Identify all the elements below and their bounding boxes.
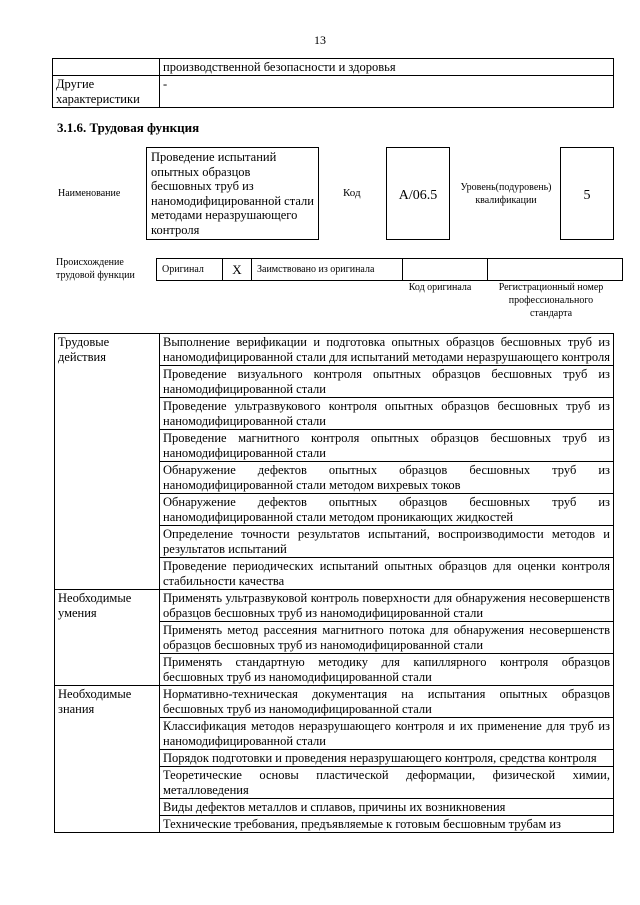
registration-number-cell bbox=[488, 259, 623, 281]
name-label: Наименование bbox=[58, 188, 121, 199]
table-row bbox=[53, 76, 614, 108]
level-label: Уровень(подуровень) квалификации bbox=[460, 182, 552, 206]
list-item: Проведение периодических испытаний опытных образцов для оценки контроля стабильности качества bbox=[160, 558, 614, 590]
list-item: Определение точности результатов испытаний, воспроизводимости методов и результатов испытаний bbox=[160, 526, 614, 558]
list-item: Нормативно-техническая документация на испытания опытных образцов бесшовных труб из наномодифицированной стали bbox=[160, 686, 614, 718]
table-row bbox=[55, 334, 614, 366]
origin-row bbox=[156, 258, 623, 281]
borrowed-label: Заимствовано из оригинала bbox=[252, 259, 403, 281]
table-cell-label bbox=[53, 59, 160, 76]
table-row bbox=[53, 59, 614, 76]
function-details-table bbox=[54, 333, 614, 833]
qualification-level-box: 5 bbox=[560, 147, 614, 240]
section-title: 3.1.6. Трудовая функция bbox=[57, 120, 200, 135]
table-cell-value: - bbox=[160, 76, 614, 108]
list-item: Проведение ультразвукового контроля опытных образцов бесшовных труб из наномодифицированной стали bbox=[160, 398, 614, 430]
list-item: Обнаружение дефектов опытных образцов бесшовных труб из наномодифицированной стали методом вихревых токов bbox=[160, 462, 614, 494]
table-cell-value: производственной безопасности и здоровья bbox=[160, 59, 614, 76]
list-item: Применять ультразвуковой контроль поверхности для обнаружения несовершенств образцов бесшовных труб из наномодифицированной стали bbox=[160, 590, 614, 622]
category-required-knowledge: Необходимые знания bbox=[55, 686, 160, 833]
list-item: Порядок подготовки и проведения неразрушающего контроля, средства контроля bbox=[160, 750, 614, 767]
category-labor-actions: Трудовые действия bbox=[55, 334, 160, 590]
origin-label: Происхождение трудовой функции bbox=[56, 257, 135, 281]
list-item: Виды дефектов металлов и сплавов, причины их возникновения bbox=[160, 799, 614, 816]
list-item: Проведение визуального контроля опытных образцов бесшовных труб из наномодифицированной стали bbox=[160, 366, 614, 398]
original-mark: X bbox=[223, 259, 252, 281]
list-item: Проведение магнитного контроля опытных образцов бесшовных труб из наномодифицированной стали bbox=[160, 430, 614, 462]
code-original-caption: Код оригинала bbox=[408, 282, 472, 293]
list-item: Применять стандартную методику для капиллярного контроля образцов бесшовных труб из наномодифицированной стали bbox=[160, 654, 614, 686]
list-item: Технические требования, предъявляемые к готовым бесшовным трубам из bbox=[160, 816, 614, 833]
table-cell-label: Другие характеристики bbox=[53, 76, 160, 108]
list-item: Применять метод рассеяния магнитного потока для обнаружения несовершенств образцов бесшовных труб из наномодифицированной стали bbox=[160, 622, 614, 654]
list-item: Теоретические основы пластической деформации, физической химии, металловедения bbox=[160, 767, 614, 799]
registration-caption: Регистрационный номер профессионального стандарта bbox=[498, 282, 604, 319]
table-row bbox=[55, 686, 614, 718]
code-label: Код bbox=[343, 187, 361, 199]
original-code-cell bbox=[403, 259, 488, 281]
function-code-box: А/06.5 bbox=[386, 147, 450, 240]
list-item: Обнаружение дефектов опытных образцов бесшовных труб из наномодифицированной стали методом проникающих жидкостей bbox=[160, 494, 614, 526]
continuation-table bbox=[52, 58, 614, 108]
list-item: Выполнение верификации и подготовка опытных образцов бесшовных труб из наномодифицированной стали для испытаний методами неразрушающего контроля bbox=[160, 334, 614, 366]
function-name-box: Проведение испытаний опытных образцов бесшовных труб из наномодифицированной стали методами неразрушающего контроля bbox=[146, 147, 319, 240]
category-required-skills: Необходимые умения bbox=[55, 590, 160, 686]
list-item: Классификация методов неразрушающего контроля и их применение для труб из наномодифицированной стали bbox=[160, 718, 614, 750]
original-label: Оригинал bbox=[157, 259, 223, 281]
table-row bbox=[55, 590, 614, 622]
page-number: 13 bbox=[314, 33, 326, 47]
